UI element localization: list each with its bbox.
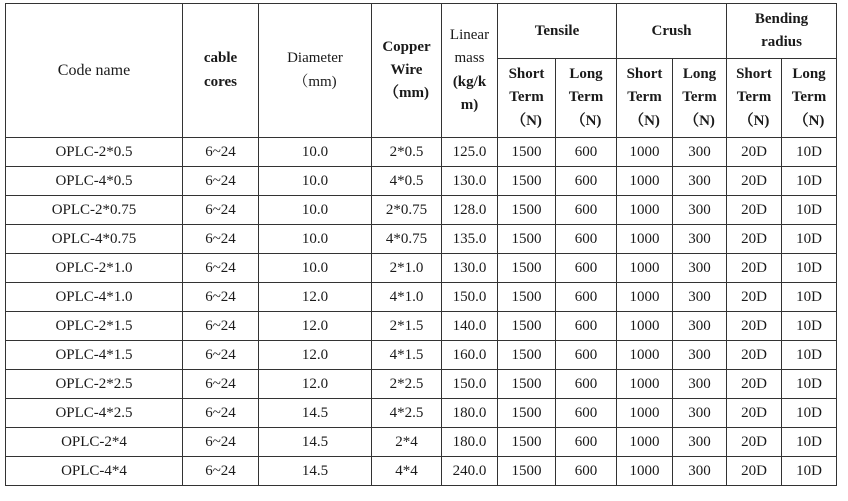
cell-tensile-short: 1500 <box>498 225 556 254</box>
cell-mass: 125.0 <box>442 138 498 167</box>
cell-cores: 6~24 <box>183 341 259 370</box>
cell-mass: 180.0 <box>442 399 498 428</box>
cell-mass: 240.0 <box>442 457 498 486</box>
cell-crush-short: 1000 <box>617 457 673 486</box>
cell-mass: 150.0 <box>442 283 498 312</box>
cell-code: OPLC-4*1.5 <box>6 341 183 370</box>
cell-bend-short: 20D <box>727 341 782 370</box>
cell-tensile-short: 1500 <box>498 457 556 486</box>
cell-wire: 2*1.0 <box>372 254 442 283</box>
table-row <box>6 196 837 225</box>
cell-bend-long: 10D <box>782 399 837 428</box>
cell-wire: 4*0.5 <box>372 167 442 196</box>
cell-crush-long: 300 <box>673 225 727 254</box>
table-row <box>6 254 837 283</box>
cell-bend-short: 20D <box>727 196 782 225</box>
header-crush-long: Long Term （N) <box>673 59 727 138</box>
header-tensile-short: Short Term （N) <box>498 59 556 138</box>
cell-tensile-short: 1500 <box>498 312 556 341</box>
cell-diameter: 12.0 <box>259 312 372 341</box>
header-tensile: Tensile <box>498 4 617 59</box>
cell-tensile-short: 1500 <box>498 370 556 399</box>
cell-bend-short: 20D <box>727 138 782 167</box>
header-linear-mass-unit: (kg/k m) <box>452 73 487 113</box>
header-linear-mass: Linear mass (kg/k m) <box>442 4 498 138</box>
cell-crush-short: 1000 <box>617 283 673 312</box>
cell-tensile-short: 1500 <box>498 196 556 225</box>
cell-crush-short: 1000 <box>617 254 673 283</box>
cell-crush-short: 1000 <box>617 370 673 399</box>
header-crush-short: Short Term （N) <box>617 59 673 138</box>
header-code-name: Code name <box>6 4 183 138</box>
cell-crush-short: 1000 <box>617 312 673 341</box>
table-row <box>6 312 837 341</box>
cell-diameter: 12.0 <box>259 341 372 370</box>
cell-cores: 6~24 <box>183 428 259 457</box>
cell-mass: 180.0 <box>442 428 498 457</box>
cell-diameter: 10.0 <box>259 254 372 283</box>
cell-tensile-long: 600 <box>556 457 617 486</box>
cell-crush-short: 1000 <box>617 138 673 167</box>
cell-mass: 135.0 <box>442 225 498 254</box>
table-row <box>6 283 837 312</box>
cell-crush-long: 300 <box>673 341 727 370</box>
cell-code: OPLC-2*0.75 <box>6 196 183 225</box>
cell-bend-short: 20D <box>727 283 782 312</box>
cell-diameter: 12.0 <box>259 283 372 312</box>
header-tensile-long: Long Term （N) <box>556 59 617 138</box>
cell-cores: 6~24 <box>183 254 259 283</box>
cell-wire: 2*1.5 <box>372 312 442 341</box>
cell-crush-long: 300 <box>673 196 727 225</box>
cell-diameter: 10.0 <box>259 225 372 254</box>
cell-crush-long: 300 <box>673 428 727 457</box>
cell-tensile-short: 1500 <box>498 138 556 167</box>
table-row <box>6 167 837 196</box>
cell-diameter: 10.0 <box>259 167 372 196</box>
cell-tensile-short: 1500 <box>498 254 556 283</box>
cell-cores: 6~24 <box>183 225 259 254</box>
cell-diameter: 10.0 <box>259 138 372 167</box>
cell-tensile-long: 600 <box>556 341 617 370</box>
cell-tensile-short: 1500 <box>498 167 556 196</box>
cell-bend-long: 10D <box>782 138 837 167</box>
cell-tensile-long: 600 <box>556 167 617 196</box>
cell-wire: 4*2.5 <box>372 399 442 428</box>
cell-crush-long: 300 <box>673 399 727 428</box>
table-row <box>6 370 837 399</box>
cell-wire: 4*0.75 <box>372 225 442 254</box>
table-body <box>6 138 837 486</box>
cell-crush-long: 300 <box>673 167 727 196</box>
cell-bend-long: 10D <box>782 196 837 225</box>
cell-mass: 130.0 <box>442 254 498 283</box>
cell-cores: 6~24 <box>183 457 259 486</box>
cell-diameter: 12.0 <box>259 370 372 399</box>
cell-crush-long: 300 <box>673 283 727 312</box>
cell-wire: 4*1.5 <box>372 341 442 370</box>
cell-crush-long: 300 <box>673 370 727 399</box>
cell-tensile-short: 1500 <box>498 283 556 312</box>
cell-tensile-long: 600 <box>556 254 617 283</box>
cell-bend-short: 20D <box>727 428 782 457</box>
cell-diameter: 14.5 <box>259 428 372 457</box>
table-row <box>6 457 837 486</box>
cell-crush-short: 1000 <box>617 341 673 370</box>
header-bend-long: Long Term （N) <box>782 59 837 138</box>
cell-crush-short: 1000 <box>617 399 673 428</box>
cell-diameter: 14.5 <box>259 457 372 486</box>
cell-code: OPLC-2*1.0 <box>6 254 183 283</box>
header-row-top <box>6 4 837 59</box>
cell-crush-short: 1000 <box>617 196 673 225</box>
cell-wire: 2*0.75 <box>372 196 442 225</box>
cell-cores: 6~24 <box>183 399 259 428</box>
cell-crush-long: 300 <box>673 312 727 341</box>
cell-bend-long: 10D <box>782 283 837 312</box>
cell-code: OPLC-2*4 <box>6 428 183 457</box>
cell-wire: 2*0.5 <box>372 138 442 167</box>
header-crush: Crush <box>617 4 727 59</box>
cell-crush-short: 1000 <box>617 167 673 196</box>
cell-diameter: 10.0 <box>259 196 372 225</box>
cell-crush-long: 300 <box>673 457 727 486</box>
cell-code: OPLC-4*0.75 <box>6 225 183 254</box>
cell-bend-long: 10D <box>782 341 837 370</box>
cell-bend-short: 20D <box>727 254 782 283</box>
cell-bend-short: 20D <box>727 167 782 196</box>
cell-mass: 128.0 <box>442 196 498 225</box>
cell-tensile-long: 600 <box>556 370 617 399</box>
cell-bend-short: 20D <box>727 312 782 341</box>
cell-tensile-long: 600 <box>556 428 617 457</box>
cell-diameter: 14.5 <box>259 399 372 428</box>
header-cable-cores: cable cores <box>183 4 259 138</box>
cell-cores: 6~24 <box>183 370 259 399</box>
cell-tensile-long: 600 <box>556 312 617 341</box>
cell-crush-long: 300 <box>673 254 727 283</box>
cell-tensile-long: 600 <box>556 225 617 254</box>
spec-table <box>5 3 837 486</box>
cell-code: OPLC-2*1.5 <box>6 312 183 341</box>
cell-bend-long: 10D <box>782 428 837 457</box>
cell-bend-short: 20D <box>727 399 782 428</box>
cell-code: OPLC-2*0.5 <box>6 138 183 167</box>
cell-cores: 6~24 <box>183 283 259 312</box>
cell-cores: 6~24 <box>183 312 259 341</box>
cell-cores: 6~24 <box>183 196 259 225</box>
cell-crush-short: 1000 <box>617 225 673 254</box>
cell-mass: 150.0 <box>442 370 498 399</box>
cell-bend-long: 10D <box>782 370 837 399</box>
cell-bend-short: 20D <box>727 370 782 399</box>
cell-tensile-long: 600 <box>556 138 617 167</box>
cell-tensile-short: 1500 <box>498 341 556 370</box>
cell-mass: 160.0 <box>442 341 498 370</box>
cell-bend-short: 20D <box>727 225 782 254</box>
cell-bend-long: 10D <box>782 254 837 283</box>
cell-code: OPLC-4*1.0 <box>6 283 183 312</box>
cell-tensile-short: 1500 <box>498 428 556 457</box>
cell-bend-short: 20D <box>727 457 782 486</box>
cell-bend-long: 10D <box>782 312 837 341</box>
header-copper-wire: Copper Wire （mm) <box>372 4 442 138</box>
cell-bend-long: 10D <box>782 167 837 196</box>
table-row <box>6 428 837 457</box>
cell-tensile-long: 600 <box>556 399 617 428</box>
table-row <box>6 138 837 167</box>
cell-mass: 130.0 <box>442 167 498 196</box>
cell-code: OPLC-4*0.5 <box>6 167 183 196</box>
cell-wire: 4*4 <box>372 457 442 486</box>
cell-tensile-short: 1500 <box>498 399 556 428</box>
table-row <box>6 225 837 254</box>
cell-cores: 6~24 <box>183 138 259 167</box>
cell-crush-short: 1000 <box>617 428 673 457</box>
cell-mass: 140.0 <box>442 312 498 341</box>
table-row <box>6 341 837 370</box>
cell-tensile-long: 600 <box>556 283 617 312</box>
cell-crush-long: 300 <box>673 138 727 167</box>
cell-code: OPLC-2*2.5 <box>6 370 183 399</box>
cell-bend-long: 10D <box>782 225 837 254</box>
cell-cores: 6~24 <box>183 167 259 196</box>
cell-wire: 2*4 <box>372 428 442 457</box>
header-diameter: Diameter （mm) <box>259 4 372 138</box>
table-row <box>6 399 837 428</box>
header-bend-short: Short Term （N) <box>727 59 782 138</box>
cell-code: OPLC-4*2.5 <box>6 399 183 428</box>
cell-wire: 2*2.5 <box>372 370 442 399</box>
header-bending-radius: Bending radius <box>727 4 837 59</box>
cell-wire: 4*1.0 <box>372 283 442 312</box>
cell-bend-long: 10D <box>782 457 837 486</box>
cell-tensile-long: 600 <box>556 196 617 225</box>
cell-code: OPLC-4*4 <box>6 457 183 486</box>
